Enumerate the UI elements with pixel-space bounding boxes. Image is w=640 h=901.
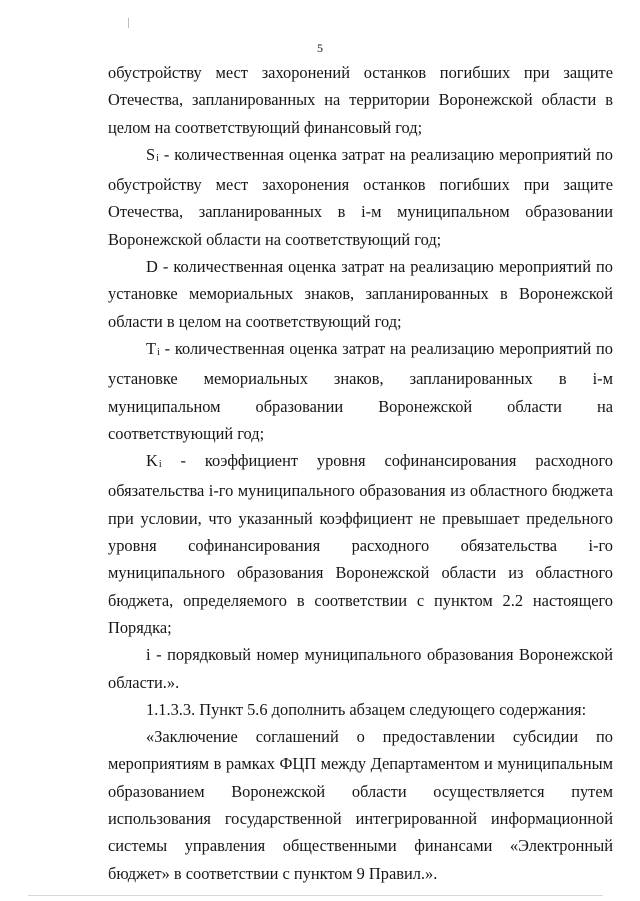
paragraph-text: i - порядковый номер муниципального образования Воронежской области.». [108, 645, 613, 692]
paragraph-continuation [108, 59, 613, 141]
paragraph-clause-1-1-3-3 [108, 696, 613, 723]
paragraph-si-definition [108, 141, 613, 253]
symbol-s: S [146, 144, 156, 164]
paragraph-ki-definition [108, 447, 613, 641]
symbol-subscript: i [158, 459, 162, 471]
paragraph-i-definition [108, 641, 613, 696]
paragraph-d-definition [108, 253, 613, 335]
paragraph-text: обустройству мест захоронений останков погибших при защите Отечества, запланированных на территории Воронежской области в целом на соответствующий финансовый год; [108, 63, 613, 137]
paragraph-text: - количественная оценка затрат на реализацию мероприятий по установке мемориальных знаков, запланированных в i-м муниципальном образовании Воронежской области на соответствующий год; [108, 338, 613, 443]
paragraph-ti-definition [108, 335, 613, 447]
paragraph-text: 1.1.3.3. Пункт 5.6 дополнить абзацем следующего содержания: [146, 699, 587, 719]
symbol-subscript: i [156, 152, 159, 164]
paragraph-text: - коэффициент уровня софинансирования расходного обязательства i-го муниципального образования из областного бюджета при условии, что указанный коэффициент не превышает предельного уровня софинансирования расходного обязательства i-го муниципального образования Воронежской области из областного бюджета, определяемого в соответствии с пунктом 2.2 настоящего Порядка; [108, 451, 613, 637]
scan-bottom-edge [28, 895, 603, 896]
symbol-subscript: i [157, 346, 160, 358]
scan-artifact [128, 18, 129, 28]
page-number: 5 [317, 41, 323, 55]
document-body [108, 59, 613, 887]
paragraph-text: - количественная оценка затрат на реализацию мероприятий по обустройству мест захоронения останков погибших при защите Отечества, запланированных в i-м муниципальном образовании Воронежской области на соответствующий год; [108, 144, 613, 249]
paragraph-text: «Заключение соглашений о предоставлении субсидии по мероприятиям в рамках ФЦП между Департаментом и муниципальным образованием Воронежской области осуществляется путем использования государственной интегрированной информационной системы управления общественными финансами «Электронный бюджет» в соответствии с пунктом 9 Правил.». [108, 727, 613, 883]
paragraph-text: D - количественная оценка затрат на реализацию мероприятий по установке мемориальных знаков, запланированных в Воронежской области в целом на соответствующий год; [108, 257, 613, 331]
symbol-t: T [146, 338, 157, 358]
symbol-k: K [146, 451, 158, 471]
paragraph-quoted-addition [108, 723, 613, 887]
